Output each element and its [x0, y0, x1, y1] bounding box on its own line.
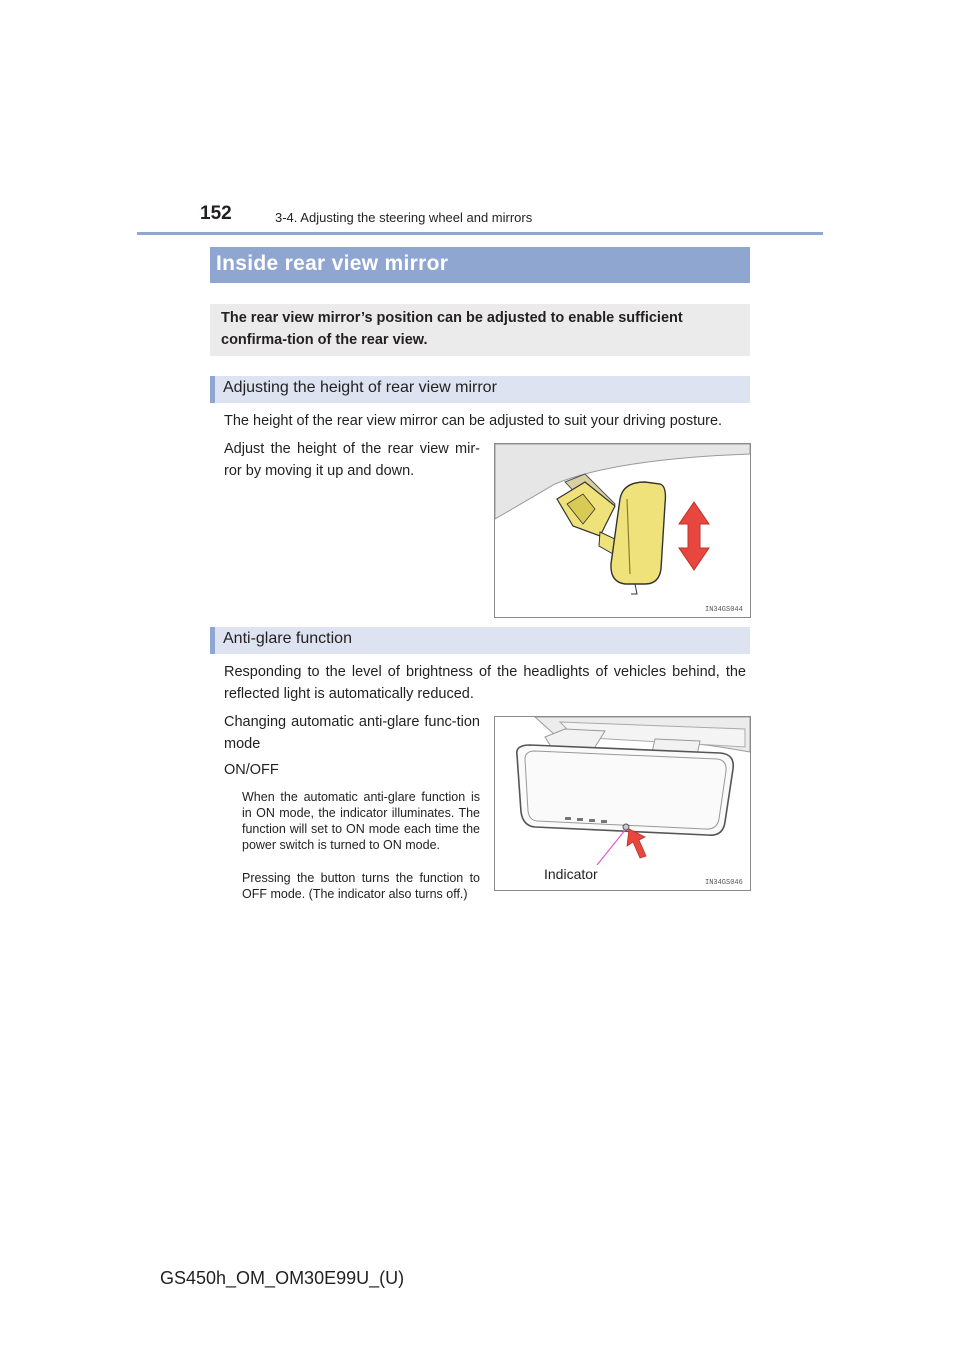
header-rule [137, 232, 823, 235]
antiglare-mirror-illustration [494, 716, 751, 891]
height-heading-bar [210, 376, 750, 403]
height-para-2: Adjust the height of the rear view mir-ror by moving it up and down. [224, 441, 480, 479]
section-title-bar [210, 247, 750, 283]
height-para-1: The height of the rear view mirror can be adjusted to suit your driving posture. [224, 413, 723, 429]
intro-box [210, 304, 750, 356]
chapter-title: 3-4. Adjusting the steering wheel and mirrors [275, 210, 533, 225]
mirror-height-illustration [494, 443, 751, 618]
heading-accent [210, 376, 215, 403]
up-down-arrow-icon [679, 502, 709, 570]
footer-model: GS450h_OM_OM30E99U_(U) [160, 1268, 405, 1288]
page-number: 152 [200, 203, 232, 224]
indicator-label: Indicator [541, 865, 601, 883]
antiglare-heading-bar [210, 627, 750, 654]
section-title: Inside rear view mirror [216, 252, 449, 275]
figure-code: IN34GS044 [705, 606, 743, 614]
mode-label: ON/OFF [224, 762, 279, 778]
antiglare-para-1: Responding to the level of brightness of the headlights of vehicles behind, the reflected light is automatically reduced. [224, 664, 746, 702]
mirror-height-drawing [495, 444, 750, 617]
antiglare-note-1: When the automatic anti-glare function is in ON mode, the indicator illuminates. The function will set to ON mode each time the power switch is turned to ON mode. [242, 790, 480, 852]
intro-text: The rear view mirror’s position can be adjusted to enable sufficient confirma-tion of the rear view. [221, 310, 683, 348]
antiglare-note-2: Pressing the button turns the function to OFF mode. (The indicator also turns off.) [242, 871, 480, 901]
pointer-arrow-icon [627, 829, 646, 858]
antiglare-para-2: Changing automatic anti-glare func-tion mode [224, 714, 480, 752]
antiglare-mirror-drawing [495, 717, 750, 890]
figure-code: IN34GS046 [705, 879, 743, 887]
antiglare-heading: Anti-glare function [223, 630, 352, 647]
heading-accent [210, 627, 215, 654]
height-heading: Adjusting the height of rear view mirror [223, 379, 497, 396]
